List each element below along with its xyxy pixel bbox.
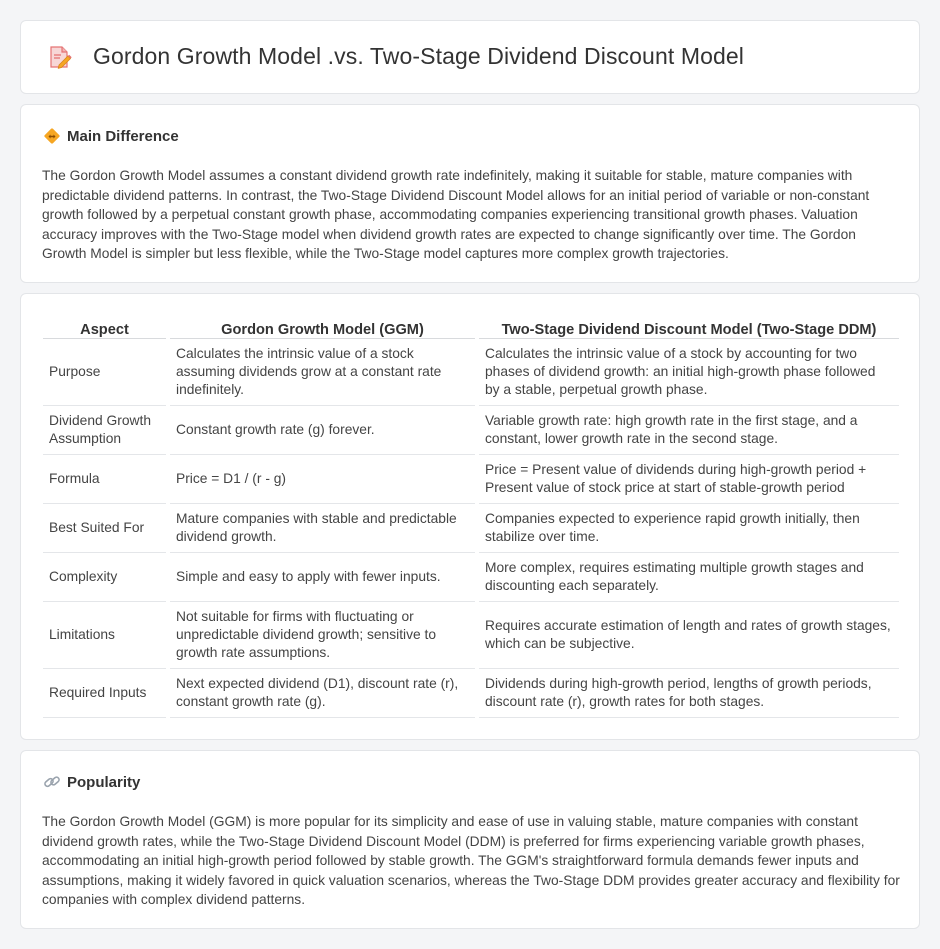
aspect-cell: Complexity — [43, 552, 166, 601]
table-row — [43, 338, 899, 405]
table-row — [43, 454, 899, 503]
aspect-cell: Best Suited For — [43, 503, 166, 552]
compare-icon — [43, 127, 61, 145]
table-row — [43, 601, 899, 668]
comparison-card — [20, 293, 920, 740]
ggm-cell: Constant growth rate (g) forever. — [170, 405, 475, 454]
ddm-cell: Dividends during high-growth period, lengths of growth periods, discount rate (r), growth rates for both stages. — [479, 668, 899, 717]
ggm-cell: Mature companies with stable and predictable dividend growth. — [170, 503, 475, 552]
popularity-heading — [43, 773, 140, 791]
column-header-ddm: Two-Stage Dividend Discount Model (Two-Stage DDM) — [479, 316, 899, 338]
header-card — [20, 20, 920, 94]
aspect-cell: Limitations — [43, 601, 166, 668]
aspect-cell: Dividend Growth Assumption — [43, 405, 166, 454]
ddm-cell: Variable growth rate: high growth rate in the first stage, and a constant, lower growth rate in the second stage. — [479, 405, 899, 454]
document-edit-icon — [47, 44, 73, 70]
table-header-row — [43, 316, 899, 338]
comparison-table — [43, 316, 899, 718]
column-header-ggm: Gordon Growth Model (GGM) — [170, 316, 475, 338]
table-row — [43, 552, 899, 601]
ddm-cell: Price = Present value of dividends during high-growth period + Present value of stock price at start of stable-growth period — [479, 454, 899, 503]
main-difference-text: The Gordon Growth Model assumes a constant dividend growth rate indefinitely, making it suitable for stable, mature companies with predictable dividend patterns. In contrast, the Two-Stage Dividend Discount Model allows for an initial period of variable or non-constant growth followed by a perpetual constant growth phase, accommodating companies experiencing transitional growth phases. Valuation accuracy improves with the Two-Stage model when dividend growth rates are expected to change significantly over time. The Gordon Growth Model is simpler but less flexible, while the Two-Stage model captures more complex growth trajectories. — [42, 168, 870, 262]
ggm-cell: Next expected dividend (D1), discount rate (r), constant growth rate (g). — [170, 668, 475, 717]
link-icon — [43, 773, 61, 791]
popularity-title: Popularity — [67, 773, 141, 791]
table-row — [43, 405, 899, 454]
column-header-aspect: Aspect — [43, 316, 166, 338]
aspect-cell: Required Inputs — [43, 668, 166, 717]
table-row — [43, 503, 899, 552]
page-title: Gordon Growth Model .vs. Two-Stage Dividend Discount Model — [93, 43, 744, 69]
ddm-cell: Calculates the intrinsic value of a stock by accounting for two phases of dividend growth: an initial high-growth phase followed by a stable, perpetual growth phase. — [479, 338, 899, 405]
ggm-cell: Price = D1 / (r - g) — [170, 454, 475, 503]
popularity-card — [20, 750, 920, 929]
ddm-cell: Companies expected to experience rapid growth initially, then stabilize over time. — [479, 503, 899, 552]
ddm-cell: More complex, requires estimating multiple growth stages and discounting each separately. — [479, 552, 899, 601]
popularity-text: The Gordon Growth Model (GGM) is more popular for its simplicity and ease of use in valuing stable, mature companies with constant dividend growth rates, while the Two-Stage Dividend Discount Model (DDM) is preferred for firms experiencing variable growth phases, accommodating an initial high-growth period followed by stable growth. The GGM's straightforward formula demands fewer inputs and assumptions, making it widely favored in quick valuation scenarios, whereas the Two-Stage DDM provides greater accuracy and flexibility for companies with complex dividend patterns. — [42, 814, 900, 908]
aspect-cell: Formula — [43, 454, 166, 503]
main-difference-heading — [43, 127, 179, 145]
ddm-cell: Requires accurate estimation of length and rates of growth stages, which can be subjective. — [479, 601, 899, 668]
ggm-cell: Simple and easy to apply with fewer inputs. — [170, 552, 475, 601]
main-difference-title: Main Difference — [67, 127, 179, 145]
header — [47, 43, 744, 70]
aspect-cell: Purpose — [43, 338, 166, 405]
table-row — [43, 668, 899, 717]
ggm-cell: Calculates the intrinsic value of a stock assuming dividends grow at a constant rate indefinitely. — [170, 338, 475, 405]
ggm-cell: Not suitable for firms with fluctuating or unpredictable dividend growth; sensitive to growth rate assumptions. — [170, 601, 475, 668]
main-difference-card — [20, 104, 920, 283]
